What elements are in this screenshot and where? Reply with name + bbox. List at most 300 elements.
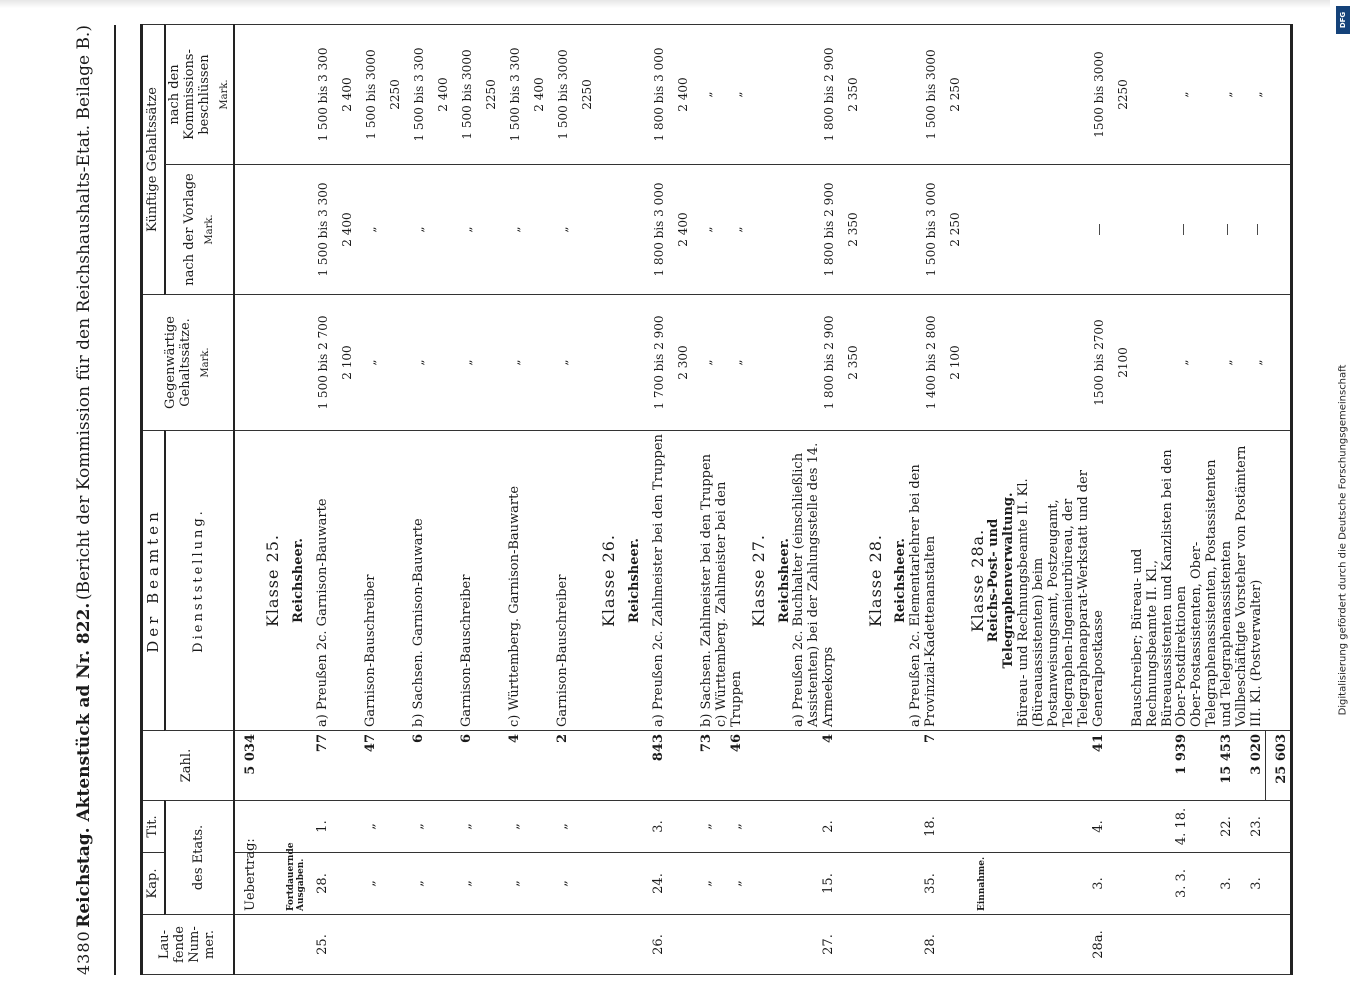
cell-tit — [379, 801, 403, 853]
cell-zahl — [987, 731, 1017, 801]
cell-cur — [987, 295, 1017, 431]
cell-zahl — [667, 731, 691, 801]
cell-kom: 2 400 — [427, 25, 451, 165]
cell-vor — [427, 165, 451, 295]
cell-kom — [861, 25, 885, 165]
cell-kom — [987, 25, 1017, 165]
cell-dienst: Reichs-Post- und Telegraphenverwaltung. — [987, 431, 1017, 731]
cell-kap — [939, 853, 963, 915]
cell-zahl — [885, 731, 909, 801]
cell-lfd — [1190, 915, 1235, 975]
cell-kom: „ — [691, 25, 715, 165]
table-row — [691, 25, 715, 975]
cell-tit — [963, 801, 987, 853]
cell-lfd — [547, 915, 571, 975]
table-row — [403, 25, 427, 975]
cell-lfd — [1265, 915, 1291, 975]
cell-zahl — [1107, 731, 1131, 801]
table-row — [768, 25, 792, 975]
cell-tit: 22. — [1190, 801, 1235, 853]
cell-tit: 4. 18. — [1131, 801, 1191, 853]
cell-kap: 3. — [1017, 853, 1107, 915]
table-row — [963, 25, 987, 975]
cell-cur: „ — [715, 295, 745, 431]
cell-tit: „ — [691, 801, 715, 853]
col-current — [142, 295, 234, 431]
cell-lfd — [939, 915, 963, 975]
cell-kom: 2 250 — [939, 25, 963, 165]
table-head — [142, 25, 234, 975]
cell-cur: „ — [547, 295, 571, 431]
cell-kom — [234, 25, 259, 165]
cell-zahl — [523, 731, 547, 801]
cell-zahl: 73 — [691, 731, 715, 801]
cell-zahl: 3 020 — [1235, 731, 1265, 801]
cell-vor: — — [1131, 165, 1191, 295]
cell-kom: 1 500 bis 3 300 — [307, 25, 331, 165]
cell-dienst: Klasse 25. — [259, 431, 283, 731]
cell-vor: — — [1017, 165, 1107, 295]
table-row — [939, 25, 963, 975]
cell-dienst: c) Württemberg. Zahlmeister bei den Truppen — [715, 431, 745, 731]
cell-kom: 2250 — [571, 25, 595, 165]
cell-kom — [768, 25, 792, 165]
cell-lfd — [595, 915, 619, 975]
table-row — [571, 25, 595, 975]
cell-tit — [427, 801, 451, 853]
cell-kom — [595, 25, 619, 165]
cell-vor: „ — [403, 165, 427, 295]
cell-tit: 2. — [792, 801, 837, 853]
cell-tit — [571, 801, 595, 853]
cell-vor: 1 500 bis 3 000 — [909, 165, 939, 295]
cell-cur — [571, 295, 595, 431]
cell-lfd — [861, 915, 885, 975]
col-kap: Kap. — [142, 853, 166, 915]
cell-kap — [885, 853, 909, 915]
table-row — [259, 25, 283, 975]
cell-tit — [939, 801, 963, 853]
cell-tit — [595, 801, 619, 853]
table-row — [283, 25, 307, 975]
col-kommission-label: nach den Kommissions-beschlüssen — [167, 49, 213, 140]
cell-vor — [619, 165, 643, 295]
cell-dienst — [939, 431, 963, 731]
scan-edge — [0, 0, 1353, 8]
col-current-label: Gegenwärtige Gehaltssätze. — [163, 316, 194, 409]
cell-lfd: 28. — [909, 915, 939, 975]
cell-kap: Fortdauernde Ausgaben. — [283, 853, 307, 915]
cell-dienst: Reichsheer. — [885, 431, 909, 731]
cell-kom — [885, 25, 909, 165]
cell-zahl — [619, 731, 643, 801]
header-right-title: (Bericht der Kommission für den Reichshaushalts-Etat. Beilage B.) — [74, 25, 94, 601]
col-tit: Tit. — [142, 801, 166, 853]
table-body — [234, 25, 1292, 975]
cell-lfd — [234, 915, 259, 975]
cell-kom: 1 500 bis 3000 — [909, 25, 939, 165]
cell-vor: „ — [715, 165, 745, 295]
table-row — [547, 25, 571, 975]
cell-dienst — [475, 431, 499, 731]
cell-kom: 1 800 bis 3 000 — [643, 25, 667, 165]
cell-cur — [768, 295, 792, 431]
cell-cur: „ — [403, 295, 427, 431]
table-row — [234, 25, 259, 975]
table-row — [643, 25, 667, 975]
cell-kap: „ — [715, 853, 745, 915]
cell-vor — [475, 165, 499, 295]
col-kommission — [165, 25, 233, 165]
cell-kom: 2250 — [1107, 25, 1131, 165]
cell-kom: 2250 — [379, 25, 403, 165]
col-current-unit: Mark. — [199, 347, 211, 378]
cell-lfd — [403, 915, 427, 975]
cell-lfd — [987, 915, 1017, 975]
cell-tit: 23. — [1235, 801, 1265, 853]
cell-zahl: 4 — [499, 731, 523, 801]
cell-vor — [987, 165, 1017, 295]
cell-dienst: Klasse 27. — [744, 431, 768, 731]
table-row — [744, 25, 768, 975]
cell-cur: 1 800 bis 2 900 — [792, 295, 837, 431]
cell-vor: — — [1235, 165, 1265, 295]
cell-lfd — [283, 915, 307, 975]
cell-cur — [234, 295, 259, 431]
cell-vor — [523, 165, 547, 295]
cell-cur — [595, 295, 619, 431]
cell-kap — [619, 853, 643, 915]
cell-dienst: Ober-Postassistenten, Ober-Telegraphenassistenten, Postassistenten und Telegraphenassistenten — [1190, 431, 1235, 731]
cell-cur: „ — [451, 295, 475, 431]
cell-vor — [1107, 165, 1131, 295]
cell-dienst: Klasse 28. — [861, 431, 885, 731]
cell-dienst: Vollbeschäftigte Vorsteher von Postämtern III. Kl. (Postverwalter) — [1235, 431, 1265, 731]
cell-cur: 1500 bis 2700 — [1017, 295, 1107, 431]
header-left-title: Reichstag. Aktenstück ad Nr. 822. — [74, 602, 94, 928]
table-row — [909, 25, 939, 975]
cell-vor: 2 400 — [331, 165, 355, 295]
cell-cur — [259, 295, 283, 431]
cell-tit: „ — [715, 801, 745, 853]
cell-tit: „ — [355, 801, 379, 853]
cell-kap: 28. — [307, 853, 331, 915]
cell-kap: „ — [403, 853, 427, 915]
cell-cur: 2100 — [1107, 295, 1131, 431]
cell-cur: 1 700 bis 2 900 — [643, 295, 667, 431]
cell-vor — [259, 165, 283, 295]
cell-tit — [885, 801, 909, 853]
table-row — [331, 25, 355, 975]
cell-dienst: Bauschreiber; Büreau- und Rechnungsbeamte II. Kl., Büreauassistenten und Kanzlisten bei den Ober-Postdirektionen — [1131, 431, 1191, 731]
cell-zahl: 47 — [355, 731, 379, 801]
cell-kap: 35. — [909, 853, 939, 915]
table-row — [1017, 25, 1107, 975]
cell-dienst: Garnison-Bauschreiber — [547, 431, 571, 731]
cell-vor: „ — [547, 165, 571, 295]
table-row — [1107, 25, 1131, 975]
cell-kom: 1 800 bis 2 900 — [792, 25, 837, 165]
cell-vor — [234, 165, 259, 295]
cell-tit — [1265, 801, 1291, 853]
cell-zahl — [939, 731, 963, 801]
col-vorlage-unit: Mark. — [204, 214, 216, 245]
col-future: Künftige Gehaltssätze — [142, 25, 166, 295]
cell-kap: Uebertrag: — [234, 853, 259, 915]
salary-table — [140, 24, 1293, 975]
page-header — [74, 25, 108, 975]
cell-kap — [379, 853, 403, 915]
cell-lfd — [619, 915, 643, 975]
cell-zahl: 1 939 — [1131, 731, 1191, 801]
cell-vor — [768, 165, 792, 295]
cell-lfd: 26. — [643, 915, 667, 975]
cell-cur: „ — [355, 295, 379, 431]
cell-kap — [837, 853, 861, 915]
cell-cur — [885, 295, 909, 431]
cell-dienst — [379, 431, 403, 731]
cell-kap: 3. — [1235, 853, 1265, 915]
cell-lfd — [691, 915, 715, 975]
cell-kap: „ — [691, 853, 715, 915]
cell-kap — [331, 853, 355, 915]
cell-cur — [619, 295, 643, 431]
cell-kom — [283, 25, 307, 165]
cell-dienst — [1107, 431, 1131, 731]
cell-dienst: a) Preußen 2c. Elementarlehrer bei den Provinzial-Kadettenanstalten — [909, 431, 939, 731]
cell-tit: 18. — [909, 801, 939, 853]
cell-zahl: 77 — [307, 731, 331, 801]
cell-vor — [861, 165, 885, 295]
cell-cur: 1 500 bis 2 700 — [307, 295, 331, 431]
cell-tit — [768, 801, 792, 853]
cell-dienst: Garnison-Bauschreiber — [451, 431, 475, 731]
cell-vor — [571, 165, 595, 295]
table-row — [595, 25, 619, 975]
table-row — [307, 25, 331, 975]
cell-lfd — [475, 915, 499, 975]
cell-lfd: 28a. — [1017, 915, 1107, 975]
cell-kap — [571, 853, 595, 915]
cell-zahl — [768, 731, 792, 801]
cell-vor: 1 800 bis 3 000 — [643, 165, 667, 295]
cell-zahl — [283, 731, 307, 801]
cell-kom: „ — [1131, 25, 1191, 165]
cell-dienst — [667, 431, 691, 731]
cell-kom — [1265, 25, 1291, 165]
cell-lfd — [1107, 915, 1131, 975]
cell-zahl: 7 — [909, 731, 939, 801]
cell-vor: „ — [691, 165, 715, 295]
table-row — [451, 25, 475, 975]
table-row — [837, 25, 861, 975]
cell-cur: 1 400 bis 2 800 — [909, 295, 939, 431]
cell-vor — [744, 165, 768, 295]
cell-kap: 24. — [643, 853, 667, 915]
cell-dienst — [523, 431, 547, 731]
cell-zahl: 5 034 — [234, 731, 259, 801]
table-row — [499, 25, 523, 975]
table-row — [667, 25, 691, 975]
cell-dienst: Klasse 26. — [595, 431, 619, 731]
cell-dienst: Büreau- und Rechnungsbeamte II. Kl. (Büreauassistenten) beim Postanweisungsamt, Postzeugamt, Telegraphen-Ingenieurbüreau, der Telegraphenapparat-Werkstatt und der Generalpostkasse — [1017, 431, 1107, 731]
cell-vor: — — [1190, 165, 1235, 295]
cell-kom — [963, 25, 987, 165]
cell-dienst: Reichsheer. — [768, 431, 792, 731]
cell-cur — [523, 295, 547, 431]
cell-kap — [987, 853, 1017, 915]
cell-cur: „ — [499, 295, 523, 431]
cell-kom: 1 500 bis 3 300 — [403, 25, 427, 165]
cell-tit: „ — [499, 801, 523, 853]
cell-kom — [619, 25, 643, 165]
dfg-logo: DFG — [1336, 6, 1350, 34]
cell-kap: Einnahme. — [963, 853, 987, 915]
cell-dienst — [837, 431, 861, 731]
cell-kap — [595, 853, 619, 915]
table-row — [987, 25, 1017, 975]
cell-cur — [427, 295, 451, 431]
cell-zahl — [259, 731, 283, 801]
table-row — [355, 25, 379, 975]
cell-kom: 1 500 bis 3 300 — [499, 25, 523, 165]
col-dienststellung: Dienststellung. — [165, 431, 233, 731]
cell-lfd — [1235, 915, 1265, 975]
cell-lfd — [331, 915, 355, 975]
table-row — [523, 25, 547, 975]
cell-tit — [744, 801, 768, 853]
cell-zahl — [475, 731, 499, 801]
cell-vor: „ — [499, 165, 523, 295]
cell-cur: „ — [1190, 295, 1235, 431]
cell-tit: „ — [451, 801, 475, 853]
cell-dienst — [427, 431, 451, 731]
cell-kap: 3. 3. — [1131, 853, 1191, 915]
cell-zahl: 25 603 — [1265, 731, 1291, 801]
cell-zahl — [837, 731, 861, 801]
cell-kap: „ — [355, 853, 379, 915]
table-row — [619, 25, 643, 975]
cell-cur — [963, 295, 987, 431]
cell-lfd: 27. — [792, 915, 837, 975]
cell-kap: „ — [499, 853, 523, 915]
cell-kom: 1500 bis 3000 — [1017, 25, 1107, 165]
table-row — [861, 25, 885, 975]
table-row — [715, 25, 745, 975]
cell-dienst — [1265, 431, 1291, 731]
cell-lfd — [379, 915, 403, 975]
cell-kap: 3. — [1190, 853, 1235, 915]
cell-cur — [283, 295, 307, 431]
cell-tit — [259, 801, 283, 853]
cell-zahl — [331, 731, 355, 801]
cell-cur: 2 300 — [667, 295, 691, 431]
col-zahl: Zahl. — [142, 731, 234, 801]
table-row — [1265, 25, 1291, 975]
cell-kap — [259, 853, 283, 915]
cell-zahl: 4 — [792, 731, 837, 801]
cell-tit — [837, 801, 861, 853]
cell-lfd — [427, 915, 451, 975]
cell-dienst: Reichsheer. — [619, 431, 643, 731]
cell-lfd — [355, 915, 379, 975]
cell-kom: 1 500 bis 3000 — [547, 25, 571, 165]
cell-dienst: a) Preußen 2c. Garnison-Bauwarte — [307, 431, 331, 731]
cell-vor: 2 400 — [667, 165, 691, 295]
cell-zahl: 46 — [715, 731, 745, 801]
cell-kom: „ — [1235, 25, 1265, 165]
cell-lfd — [744, 915, 768, 975]
cell-dienst: Garnison-Bauschreiber — [355, 431, 379, 731]
cell-lfd — [837, 915, 861, 975]
cell-cur — [379, 295, 403, 431]
cell-cur — [861, 295, 885, 431]
cell-kap: 15. — [792, 853, 837, 915]
cell-lfd — [259, 915, 283, 975]
cell-dienst — [234, 431, 259, 731]
table-row — [427, 25, 451, 975]
table-row — [379, 25, 403, 975]
cell-cur — [1265, 295, 1291, 431]
col-beamten: Der Beamten — [142, 431, 166, 731]
cell-dienst — [571, 431, 595, 731]
cell-dienst: a) Preußen 2c. Buchhalter (einschließlich Assistenten) bei der Zahlungsstelle des 14. Armeekorps — [792, 431, 837, 731]
cell-cur: „ — [1131, 295, 1191, 431]
cell-kap — [768, 853, 792, 915]
cell-vor: 2 250 — [939, 165, 963, 295]
cell-lfd — [667, 915, 691, 975]
cell-cur — [744, 295, 768, 431]
cell-kom: 2250 — [475, 25, 499, 165]
cell-dienst: a) Preußen 2c. Zahlmeister bei den Truppen — [643, 431, 667, 731]
cell-tit — [1107, 801, 1131, 853]
cell-lfd — [499, 915, 523, 975]
cell-kap — [744, 853, 768, 915]
cell-vor — [885, 165, 909, 295]
cell-tit — [861, 801, 885, 853]
cell-vor: 2 350 — [837, 165, 861, 295]
cell-lfd: 25. — [307, 915, 331, 975]
cell-zahl — [744, 731, 768, 801]
cell-kom: 2 400 — [331, 25, 355, 165]
cell-vor: 1 500 bis 3 300 — [307, 165, 331, 295]
cell-kap — [667, 853, 691, 915]
cell-kap: „ — [547, 853, 571, 915]
cell-cur: 2 100 — [331, 295, 355, 431]
cell-zahl: 843 — [643, 731, 667, 801]
cell-zahl: 15 453 — [1190, 731, 1235, 801]
cell-zahl: 6 — [451, 731, 475, 801]
cell-kom: 2 400 — [523, 25, 547, 165]
cell-dienst: b) Sachsen. Zahlmeister bei den Truppen — [691, 431, 715, 731]
cell-lfd — [571, 915, 595, 975]
table-row — [792, 25, 837, 975]
cell-dienst: b) Sachsen. Garnison-Bauwarte — [403, 431, 427, 731]
cell-vor — [379, 165, 403, 295]
cell-tit — [619, 801, 643, 853]
cell-cur — [475, 295, 499, 431]
col-kommission-unit: Mark. — [219, 79, 231, 110]
cell-vor — [283, 165, 307, 295]
cell-tit — [475, 801, 499, 853]
cell-lfd — [768, 915, 792, 975]
cell-kap — [1265, 853, 1291, 915]
cell-kom: 2 350 — [837, 25, 861, 165]
cell-zahl: 6 — [403, 731, 427, 801]
cell-lfd — [1131, 915, 1191, 975]
cell-kom: 2 400 — [667, 25, 691, 165]
cell-lfd — [715, 915, 745, 975]
